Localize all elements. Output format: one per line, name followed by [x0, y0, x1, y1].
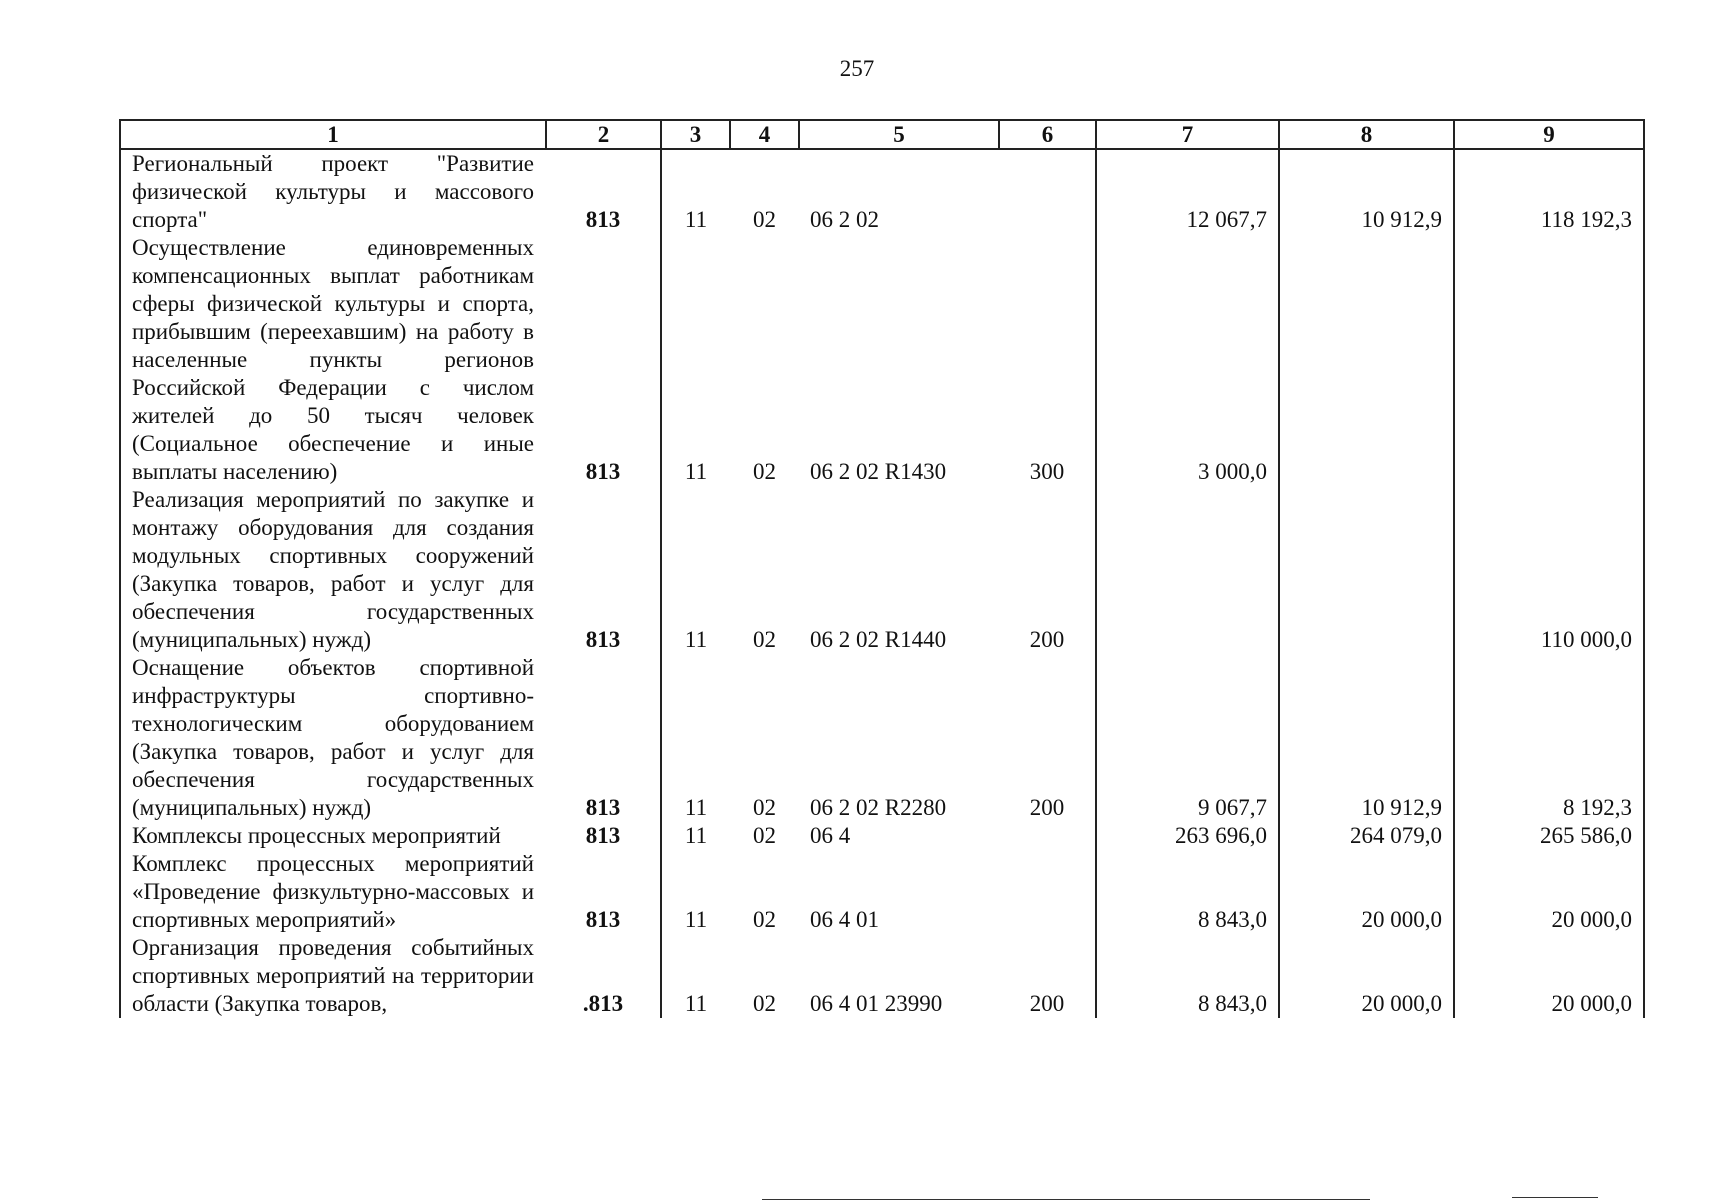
cell-col-8 — [1279, 234, 1454, 486]
cell-col-3: 11 — [684, 627, 708, 652]
cell-col-2: 813 — [546, 486, 661, 654]
cell-col-9: 20 000,0 — [1454, 850, 1644, 934]
cell-col-3: 11 — [684, 907, 708, 932]
cell-col-8: 20 000,0 — [1279, 934, 1454, 1018]
header-row — [120, 120, 1644, 149]
table-row — [120, 149, 1644, 234]
cell-col-9: 118 192,3 — [1454, 149, 1644, 234]
table-row — [120, 486, 1644, 654]
budget-table — [119, 119, 1645, 1018]
row-description: Комплекс процессных мероприятий «Проведение физкультурно-массовых и спортивных мероприятий» — [120, 850, 546, 934]
cell-col-2: .813 — [546, 934, 661, 1018]
cell-col-8: 264 079,0 — [1279, 822, 1454, 850]
column-header: 8 — [1279, 120, 1454, 149]
cell-col-4: 02 — [753, 207, 776, 232]
cell-col-2: 813 — [546, 850, 661, 934]
cell-col-4: 02 — [753, 823, 776, 848]
row-description: Комплексы процессных мероприятий — [120, 822, 546, 850]
table-body — [120, 149, 1644, 1018]
cell-col-6: 200 — [1029, 991, 1065, 1016]
cell-col-7: 3 000,0 — [1096, 234, 1279, 486]
column-header: 4 — [730, 120, 799, 149]
cell-col-3: 11 — [684, 823, 708, 848]
cell-col-7: 263 696,0 — [1096, 822, 1279, 850]
table-row — [120, 234, 1644, 486]
cell-col-2: 813 — [546, 234, 661, 486]
footer-rule-short — [1512, 1197, 1598, 1198]
cell-col-5: 06 4 01 — [810, 907, 879, 932]
cell-col-9: 20 000,0 — [1454, 934, 1644, 1018]
row-description: Осуществление единовременных компенсационных выплат работникам сферы физической культуры и спорта, прибывшим (переехавшим) на работу в населенные пункты регионов Российской Федерации с числом жителей до 50 тысяч человек (Социальное обеспечение и иные выплаты населению) — [120, 234, 546, 486]
cell-col-5: 06 2 02 R2280 — [810, 795, 947, 820]
cell-col-2: 813 — [546, 654, 661, 822]
cell-col-6: 200 — [1029, 627, 1065, 652]
cell-col-6 — [999, 149, 1096, 234]
table-row — [120, 822, 1644, 850]
cell-col-5: 06 4 — [810, 823, 851, 848]
cell-col-3: 11 — [684, 991, 708, 1016]
cell-col-2: 813 — [546, 822, 661, 850]
table-row — [120, 850, 1644, 934]
page-number: 257 — [839, 56, 875, 81]
cell-col-9: 8 192,3 — [1454, 654, 1644, 822]
row-description: Региональный проект "Развитие физической культуры и массового спорта" — [120, 149, 546, 234]
cell-col-5: 06 2 02 — [810, 207, 879, 232]
cell-col-6: 300 — [1029, 459, 1065, 484]
cell-col-8: 10 912,9 — [1279, 149, 1454, 234]
cell-col-5: 06 2 02 R1430 — [810, 459, 947, 484]
cell-col-6 — [999, 822, 1096, 850]
column-header: 1 — [120, 120, 546, 149]
cell-col-7: 12 067,7 — [1096, 149, 1279, 234]
column-header: 9 — [1454, 120, 1644, 149]
table-row — [120, 934, 1644, 1018]
cell-col-8: 20 000,0 — [1279, 850, 1454, 934]
column-header: 7 — [1096, 120, 1279, 149]
cell-col-3: 11 — [684, 795, 708, 820]
column-header: 5 — [799, 120, 999, 149]
cell-col-4: 02 — [753, 459, 776, 484]
cell-col-9: 265 586,0 — [1454, 822, 1644, 850]
column-header: 6 — [999, 120, 1096, 149]
cell-col-4: 02 — [753, 907, 776, 932]
cell-col-4: 02 — [753, 795, 776, 820]
cell-col-7: 9 067,7 — [1096, 654, 1279, 822]
cell-col-6 — [999, 850, 1096, 934]
table-header — [120, 120, 1644, 149]
cell-col-4: 02 — [753, 627, 776, 652]
column-header: 3 — [661, 120, 730, 149]
table-row — [120, 654, 1644, 822]
row-description: Оснащение объектов спортивной инфраструктуры спортивно-технологическим оборудованием (Закупка товаров, работ и услуг для обеспечения государственных (муниципальных) нужд) — [120, 654, 546, 822]
cell-col-8: 10 912,9 — [1279, 654, 1454, 822]
cell-col-4: 02 — [753, 991, 776, 1016]
cell-col-9 — [1454, 234, 1644, 486]
cell-col-2: 813 — [546, 149, 661, 234]
column-header: 2 — [546, 120, 661, 149]
row-description: Организация проведения событийных спортивных мероприятий на территории области (Закупка товаров, — [120, 934, 546, 1018]
cell-col-5: 06 2 02 R1440 — [810, 627, 947, 652]
cell-col-3: 11 — [684, 459, 708, 484]
cell-col-7: 8 843,0 — [1096, 850, 1279, 934]
cell-col-7: 8 843,0 — [1096, 934, 1279, 1018]
cell-col-5: 06 4 01 23990 — [810, 991, 943, 1016]
cell-col-8 — [1279, 486, 1454, 654]
cell-col-9: 110 000,0 — [1454, 486, 1644, 654]
cell-col-7 — [1096, 486, 1279, 654]
cell-col-6: 200 — [1029, 795, 1065, 820]
cell-col-3: 11 — [684, 207, 708, 232]
row-description: Реализация мероприятий по закупке и монтажу оборудования для создания модульных спортивных сооружений (Закупка товаров, работ и услуг для обеспечения государственных (муниципальных) нужд) — [120, 486, 546, 654]
